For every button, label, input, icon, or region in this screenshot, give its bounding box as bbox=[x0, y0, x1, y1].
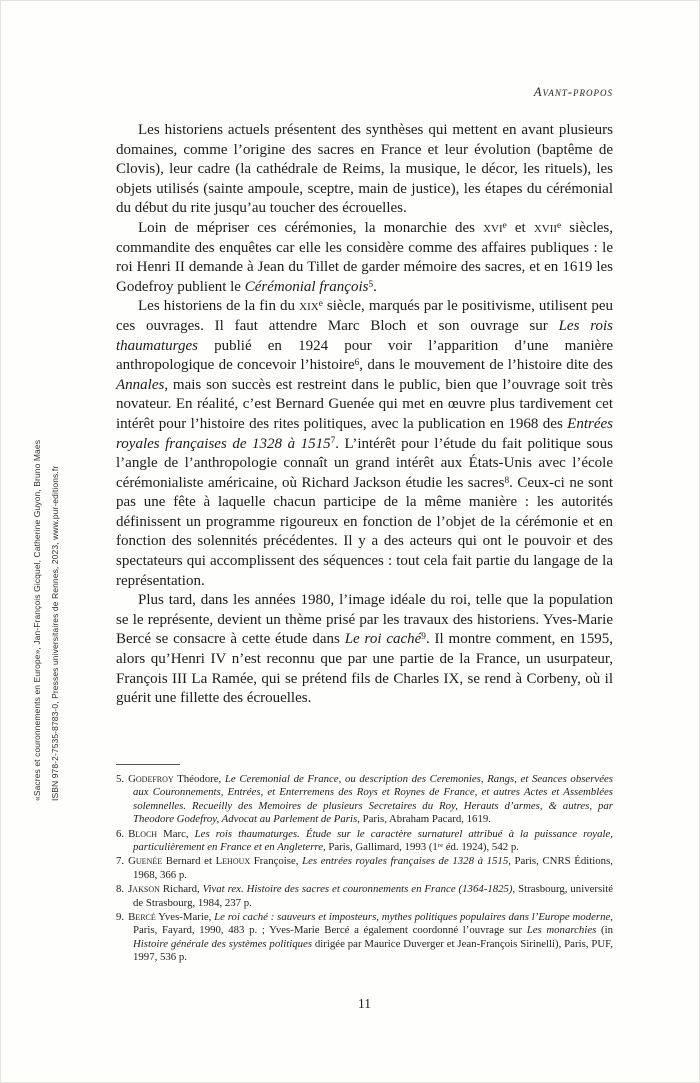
footnote-number: 6. bbox=[116, 827, 125, 840]
running-head: Avant-propos bbox=[533, 85, 613, 99]
footnote bbox=[116, 855, 613, 882]
edition-credits-title-authors: «Sacres et couronnements en Europe», Jan-François Gicquel, Catherine Guyon, Bruno Maes bbox=[32, 439, 42, 801]
page-number: 11 bbox=[358, 996, 371, 1011]
footnote-number: 5. bbox=[116, 773, 125, 785]
footnote-text: Bercé Yves-Marie, Le roi caché : sauveurs et imposteurs, mythes politiques populaires dans l’Europe moderne, Paris, Fayard, 1990, 483 p. ; Yves-Marie Bercé a également coordonné l’ouvrage sur Les monarchies (in Histoire générale des systèmes politiques dirigée par Maurice Duverger et Jean-François Sirinelli), Paris, PUF, 1997, 536 p. bbox=[128, 911, 613, 964]
footnote-divider bbox=[116, 764, 180, 765]
footnotes-section bbox=[116, 764, 613, 966]
body-paragraph: Les historiens actuels présentent des synthèses qui mettent en avant plusieurs domaines, comme l’origine des sacres en France et leur évolution (baptême de Clovis), leur cadre (la cathédrale de Reims, la musique, le décor, les rituels), les objets utilisés (sainte ampoule, sceptre, main de justice), les étapes du cérémonial du début du rite jusqu’au toucher des écrouelles. bbox=[116, 122, 613, 217]
footnote bbox=[116, 828, 613, 855]
footnote-text: Guenée Bernard et Lehoux Françoise, Les entrées royales françaises de 1328 à 1515, Paris, CNRS Éditions, 1968, 366 p. bbox=[128, 855, 613, 881]
body-paragraph: Les historiens de la fin du xix$^e$ siècle, marqués par le positivisme, utilisent peu ces ouvrages. Il faut attendre Marc Bloch et son ouvrage sur Les rois thaumaturges publié en 1924 pour voir l’apparition d’une manière anthropologique de concevoir l’histoire$^6$, dans le mouvement de l’histoire dite des Annales, mais son succès est restreint dans le public, bien que l’ouvrage soit très novateur. En réalité, c’est Bernard Guenée qui met en œuvre plus tardivement cet intérêt pour l’histoire des rites politiques, avec la publication en 1968 des Entrées royales françaises de 1328 à 1515$^7$. L’intérêt pour l’étude du fait politique sous l’angle de l’anthropologie connaît un grand intérêt aux États-Unis avec l’école cérémonialiste américaine, où Richard Jackson étudie les sacres$^8$. Ceux-ci ne sont pas une fête à laquelle chacun participe de la même manière : les autorités définissent un programme rigoureux en fonction de l’objet de la cérémonie et en fonction des solennités précédentes. Il y a des acteurs qui ont le pouvoir et des spectateurs qui accomplissent des séquences : tout cela fait partie du langage de la représentation. bbox=[116, 298, 613, 589]
body-paragraph: Loin de mépriser ces cérémonies, la monarchie des xvi$^e$ et xvii$^e$ siècles, commandite des enquêtes car elle les considère comme des affaires publiques : le roi Henri II demande à Jean du Tillet de garder mémoire des sacres, et en 1619 les Godefroy publient le Cérémonial françois$^5$. bbox=[116, 219, 614, 295]
edition-credits bbox=[28, 440, 64, 801]
body-text bbox=[116, 121, 613, 709]
footnote-text: Jakson Richard, Vivat rex. Histoire des sacres et couronnements en France (1364-1825), Strasbourg, université de Strasbourg, 1984, 237 p. bbox=[128, 883, 613, 909]
edition-credits-isbn: ISBN 978-2-7535-8783-0, Presses universitaires de Rennes, 2023, www.pur-editions.fr bbox=[50, 465, 60, 801]
footnote-number: 8. bbox=[116, 883, 125, 896]
footnote-text: Bloch Marc, Les rois thaumaturges. Étude sur le caractère surnaturel attribué à la puissance royale, particulièrement en France et en Angleterre, Paris, Gallimard, 1993 (1re éd. 1924), 542 p. bbox=[128, 827, 613, 854]
body-paragraph: Plus tard, dans les années 1980, l’image idéale du roi, telle que la population se le représente, devient un thème prisé par les travaux des historiens. Yves-Marie Bercé se consacre à cette étude dans Le roi caché$^9$. Il montre comment, en 1595, alors qu’Henri IV n’est reconnu que par une partie de la France, un usurpateur, François III La Ramée, qui se prétend fils de Charles IX, se rend à Corbeny, où il guérit une fillette des écrouelles. bbox=[116, 592, 613, 707]
footnote bbox=[116, 911, 613, 965]
footnote-number: 7. bbox=[116, 855, 125, 868]
footnote bbox=[116, 883, 613, 910]
footnote-text: Godefroy Théodore, Le Ceremonial de France, ou description des Ceremonies, Rangs, et Seances observées aux Couronnements, Entrées, et Enterremens des Roys et Roynes de France, et autres Actes et Assemblées solemnelles. Recueilly des Memoires de plusieurs Secretaires du Roy, Herauts d’armes, & autres, par Theodore Godefroy, Advocat au Parlement de Paris, Paris, Abraham Pacard, 1619. bbox=[128, 773, 613, 826]
footnote bbox=[116, 773, 613, 827]
footnote-number: 9. bbox=[116, 911, 125, 924]
